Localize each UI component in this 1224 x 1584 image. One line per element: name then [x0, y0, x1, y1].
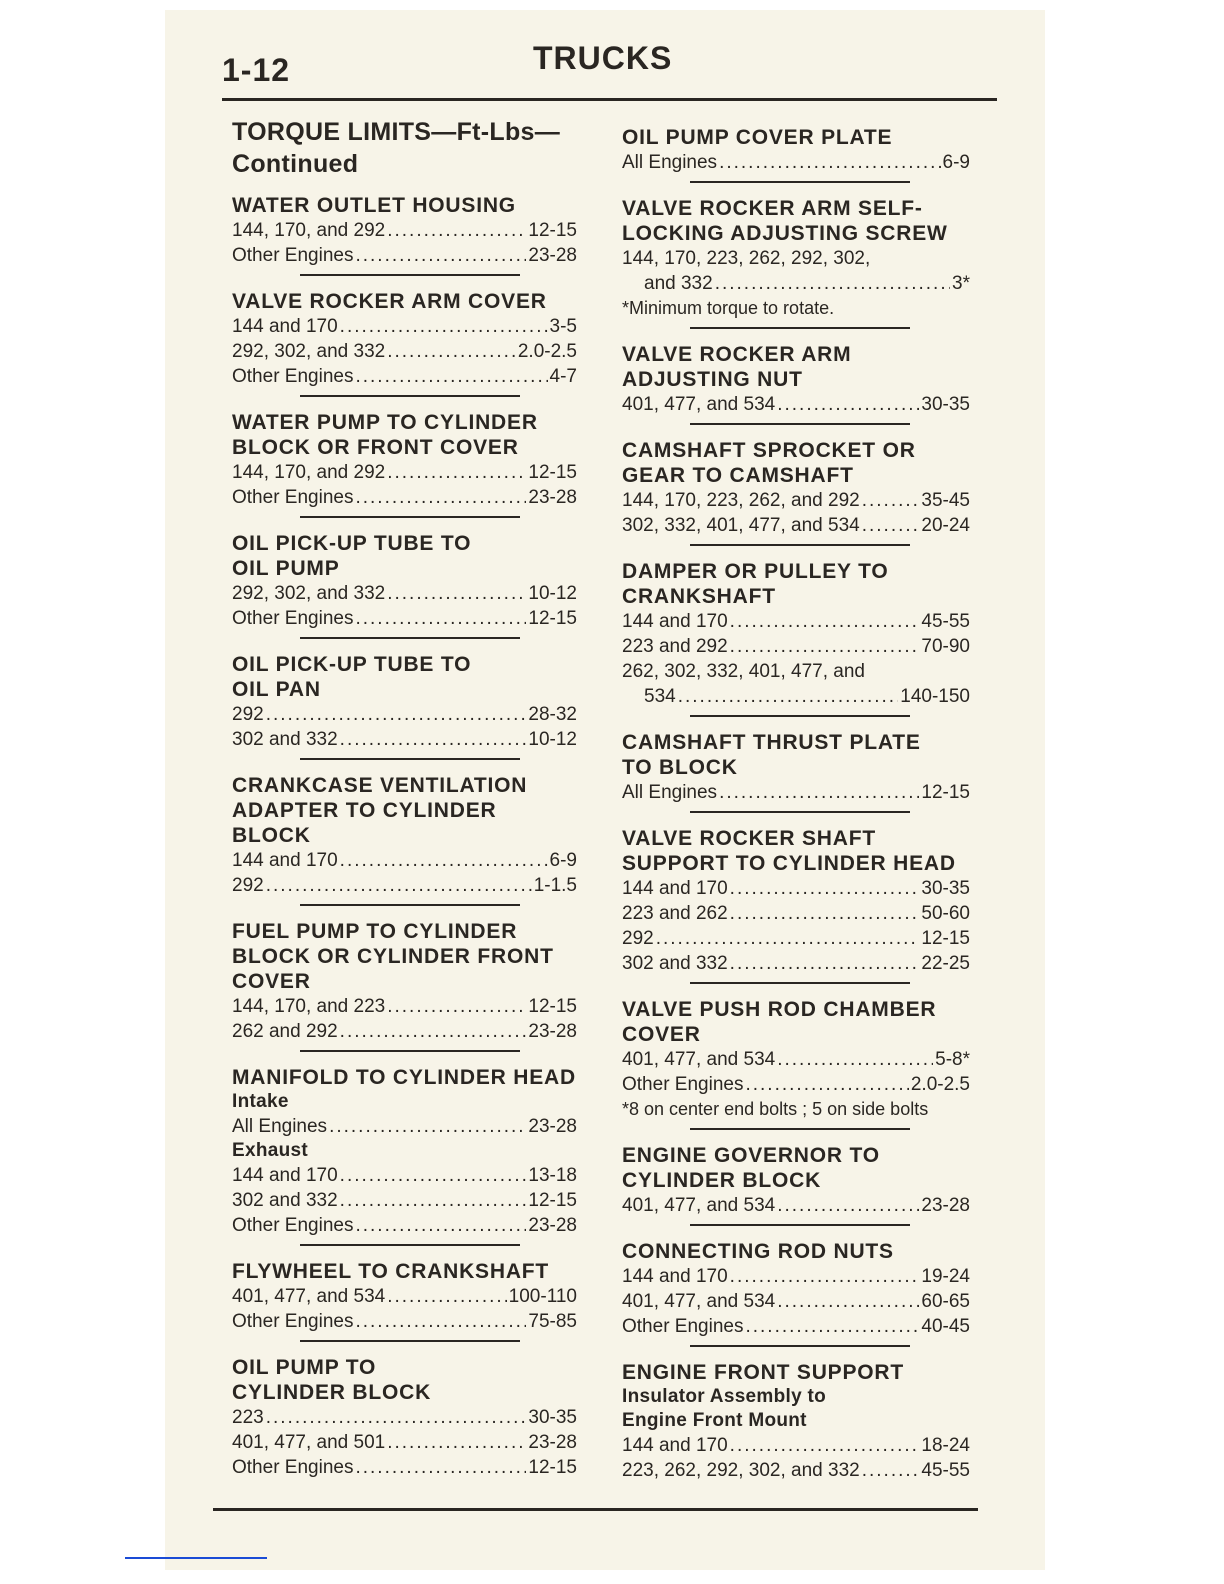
torque-value: 10-12 — [528, 729, 577, 750]
torque-value: 1-1.5 — [533, 875, 577, 896]
leader-dots — [355, 485, 526, 510]
engine-label: 401, 477, and 534 — [622, 1195, 776, 1216]
spec-row — [622, 1193, 970, 1218]
section-separator — [690, 982, 910, 984]
engine-label: 223 and 292 — [622, 636, 728, 657]
leader-dots — [715, 271, 950, 296]
engine-label: Other Engines — [232, 366, 354, 387]
section-separator — [690, 327, 910, 329]
spec-row — [232, 606, 577, 631]
section-separator — [690, 1224, 910, 1226]
spec-section — [622, 826, 970, 984]
leader-dots — [745, 1314, 919, 1339]
torque-value: 30-35 — [921, 394, 970, 415]
engine-label: All Engines — [622, 152, 718, 173]
page-title: TRUCKS — [533, 40, 673, 76]
torque-value: 10-12 — [528, 583, 577, 604]
torque-value: 18-24 — [921, 1435, 970, 1456]
leader-dots — [355, 1309, 526, 1334]
spec-section — [622, 730, 970, 813]
torque-value: 22-25 — [921, 953, 970, 974]
section-title: OIL PICK-UP TUBE TO — [232, 653, 472, 676]
engine-label: Other Engines — [232, 1311, 354, 1332]
spec-row — [232, 460, 577, 485]
engine-label: 144 and 170 — [232, 850, 338, 871]
spec-section — [622, 1239, 970, 1347]
engine-label: Other Engines — [622, 1316, 744, 1337]
section-title: TO BLOCK — [622, 756, 738, 779]
leader-dots — [862, 513, 920, 538]
section-title: LOCKING ADJUSTING SCREW — [622, 222, 948, 245]
torque-value: 3* — [952, 273, 970, 294]
leader-dots — [387, 1284, 506, 1309]
spec-row — [622, 876, 970, 901]
spec-section — [622, 559, 970, 717]
torque-value: 100-110 — [508, 1286, 577, 1307]
engine-label: 401, 477, and 534 — [622, 1049, 776, 1070]
engine-label: 534 — [644, 686, 676, 707]
torque-value: 30-35 — [528, 1407, 577, 1428]
right-sections — [622, 125, 970, 1483]
engine-label: 223 and 262 — [622, 903, 728, 924]
spec-section — [622, 342, 970, 425]
torque-value: 6-9 — [942, 152, 970, 173]
left-sections — [232, 193, 577, 1480]
torque-value: 23-28 — [528, 1215, 577, 1236]
section-separator — [300, 516, 520, 518]
engine-label: 144, 170, and 292 — [232, 220, 386, 241]
leader-dots — [387, 218, 526, 243]
spec-row — [232, 339, 577, 364]
spec-section — [232, 919, 577, 1052]
torque-value: 45-55 — [921, 611, 970, 632]
spec-row — [232, 1163, 577, 1188]
section-title: CAMSHAFT THRUST PLATE — [622, 731, 921, 754]
section-separator — [300, 1244, 520, 1246]
section-separator — [300, 1340, 520, 1342]
section-title: CRANKCASE VENTILATION — [232, 774, 528, 797]
engine-label: 223 — [232, 1407, 264, 1428]
footnote: *Minimum torque to rotate. — [622, 298, 835, 318]
engine-label: 292 — [232, 704, 264, 725]
section-subtitle: Exhaust — [232, 1140, 309, 1161]
section-title: GEAR TO CAMSHAFT — [622, 464, 854, 487]
section-separator — [690, 1345, 910, 1347]
main-title-line: Continued — [232, 150, 359, 178]
engine-label: Other Engines — [232, 1457, 354, 1478]
section-separator — [300, 395, 520, 397]
leader-dots — [730, 876, 920, 901]
spec-row — [232, 1114, 577, 1139]
leader-dots — [730, 901, 920, 926]
engine-label: 292, 302, and 332 — [232, 341, 386, 362]
engine-label: 401, 477, and 501 — [232, 1432, 386, 1453]
spec-row — [622, 684, 970, 709]
torque-value: 12-15 — [921, 928, 970, 949]
section-title: VALVE ROCKER ARM — [622, 343, 852, 366]
engine-label: Other Engines — [232, 1215, 354, 1236]
section-title: CAMSHAFT SPROCKET OR — [622, 439, 916, 462]
engine-label: 302 and 332 — [232, 729, 338, 750]
leader-dots — [340, 314, 548, 339]
section-title: COVER — [232, 970, 311, 993]
spec-row — [622, 1433, 970, 1458]
torque-value: 23-28 — [528, 1116, 577, 1137]
engine-label: 292 — [622, 928, 654, 949]
leader-dots — [730, 1433, 920, 1458]
section-title: ENGINE FRONT SUPPORT — [622, 1361, 905, 1384]
spec-section — [232, 1065, 577, 1246]
engine-label: 144, 170, and 292 — [232, 462, 386, 483]
footer-rule — [213, 1508, 978, 1511]
engine-label: 144 and 170 — [232, 1165, 338, 1186]
leader-dots — [355, 1455, 526, 1480]
leader-dots — [387, 339, 516, 364]
spec-section — [232, 652, 577, 760]
section-title: WATER OUTLET HOUSING — [232, 194, 516, 217]
torque-value: 5-8* — [935, 1049, 970, 1070]
torque-value: 12-15 — [528, 608, 577, 629]
engine-label: 302, 332, 401, 477, and 534 — [622, 515, 860, 536]
spec-row — [232, 848, 577, 873]
leader-dots — [355, 364, 547, 389]
torque-value: 6-9 — [549, 850, 577, 871]
spec-row — [232, 873, 577, 898]
torque-value: 19-24 — [921, 1266, 970, 1287]
spec-row — [232, 1284, 577, 1309]
leader-dots — [355, 243, 526, 268]
spec-row — [232, 702, 577, 727]
spec-row — [232, 727, 577, 752]
spec-section — [622, 196, 970, 329]
spec-row — [232, 994, 577, 1019]
leader-dots — [862, 1458, 920, 1483]
section-title: MANIFOLD TO CYLINDER HEAD — [232, 1066, 576, 1089]
section-separator — [690, 715, 910, 717]
section-title: VALVE ROCKER ARM COVER — [232, 290, 547, 313]
spec-section — [232, 289, 577, 397]
spec-row — [622, 1314, 970, 1339]
engine-label: 302 and 332 — [232, 1190, 338, 1211]
spec-row — [232, 1019, 577, 1044]
torque-value: 12-15 — [528, 220, 577, 241]
section-title: ENGINE GOVERNOR TO — [622, 1144, 880, 1167]
section-title: CRANKSHAFT — [622, 585, 776, 608]
section-separator — [690, 811, 910, 813]
section-title: FUEL PUMP TO CYLINDER — [232, 920, 518, 943]
torque-value: 23-28 — [528, 487, 577, 508]
section-title: VALVE PUSH ROD CHAMBER — [622, 998, 937, 1021]
leader-dots — [777, 1047, 933, 1072]
leader-dots — [340, 1188, 527, 1213]
torque-value: 28-32 — [528, 704, 577, 725]
spec-section — [232, 1259, 577, 1342]
leader-dots — [266, 702, 527, 727]
engine-label: All Engines — [622, 782, 718, 803]
spec-section — [232, 1355, 577, 1480]
section-title: VALVE ROCKER SHAFT — [622, 827, 876, 850]
leader-dots — [340, 1019, 527, 1044]
spec-section — [232, 410, 577, 518]
spec-row — [232, 1405, 577, 1430]
leader-dots — [387, 460, 526, 485]
section-title: SUPPORT TO CYLINDER HEAD — [622, 852, 956, 875]
spec-row — [232, 1188, 577, 1213]
spec-row — [622, 1072, 970, 1097]
engine-label: 144, 170, 223, 262, 292, 302, — [622, 248, 871, 269]
torque-value: 2.0-2.5 — [910, 1074, 970, 1095]
section-separator — [690, 1128, 910, 1130]
engine-label: 262, 302, 332, 401, 477, and — [622, 661, 865, 682]
spec-row — [622, 1458, 970, 1483]
main-title — [232, 116, 577, 180]
leader-dots — [355, 606, 526, 631]
section-separator — [300, 274, 520, 276]
spec-row — [232, 1309, 577, 1334]
spec-row — [622, 1289, 970, 1314]
section-subtitle: Insulator Assembly to — [622, 1386, 827, 1407]
leader-dots — [777, 1193, 919, 1218]
spec-row — [622, 488, 970, 513]
torque-value: 12-15 — [528, 996, 577, 1017]
leader-dots — [719, 150, 940, 175]
leader-dots — [862, 488, 920, 513]
spec-row — [232, 243, 577, 268]
spec-row — [232, 364, 577, 389]
engine-label: 292, 302, and 332 — [232, 583, 386, 604]
spec-section — [622, 125, 970, 183]
spec-section — [232, 773, 577, 906]
torque-value: 23-28 — [921, 1195, 970, 1216]
leader-dots — [387, 1430, 526, 1455]
section-title: OIL PICK-UP TUBE TO — [232, 532, 472, 555]
torque-value: 70-90 — [921, 636, 970, 657]
torque-value: 50-60 — [921, 903, 970, 924]
leader-dots — [730, 634, 920, 659]
leader-dots — [777, 392, 919, 417]
leader-dots — [730, 951, 920, 976]
section-title: CYLINDER BLOCK — [622, 1169, 822, 1192]
spec-row — [622, 271, 970, 296]
torque-value: 20-24 — [921, 515, 970, 536]
section-separator — [690, 423, 910, 425]
leader-dots — [340, 1163, 527, 1188]
section-title: CONNECTING ROD NUTS — [622, 1240, 894, 1263]
spec-row — [622, 1264, 970, 1289]
engine-label: Other Engines — [622, 1074, 744, 1095]
spec-row — [232, 218, 577, 243]
leader-dots — [656, 926, 920, 951]
spec-row — [622, 926, 970, 951]
engine-label: 401, 477, and 534 — [622, 394, 776, 415]
page-number: 1-12 — [222, 52, 291, 88]
section-title: OIL PAN — [232, 678, 321, 701]
engine-label: All Engines — [232, 1116, 328, 1137]
main-title-line: TORQUE LIMITS—Ft-Lbs— — [232, 118, 561, 146]
spec-section — [622, 1143, 970, 1226]
torque-value: 30-35 — [921, 878, 970, 899]
torque-value: 3-5 — [549, 316, 577, 337]
torque-value: 23-28 — [528, 1432, 577, 1453]
engine-label: 144, 170, and 223 — [232, 996, 386, 1017]
spec-row — [622, 150, 970, 175]
section-title: BLOCK OR FRONT COVER — [232, 436, 519, 459]
leader-dots — [266, 1405, 527, 1430]
section-title: VALVE ROCKER ARM SELF- — [622, 197, 923, 220]
section-title: ADAPTER TO CYLINDER BLOCK — [232, 799, 497, 847]
spec-row — [622, 634, 970, 659]
engine-label: Other Engines — [232, 487, 354, 508]
spec-row — [622, 901, 970, 926]
section-title: ADJUSTING NUT — [622, 368, 803, 391]
engine-label: Other Engines — [232, 245, 354, 266]
section-subtitle: Engine Front Mount — [622, 1410, 807, 1431]
section-title: DAMPER OR PULLEY TO — [622, 560, 889, 583]
spec-row — [622, 392, 970, 417]
leader-dots — [266, 873, 532, 898]
spec-section — [622, 1360, 970, 1483]
torque-value: 12-15 — [921, 782, 970, 803]
leader-dots — [387, 581, 526, 606]
leader-dots — [387, 994, 526, 1019]
section-separator — [300, 904, 520, 906]
torque-value: 60-65 — [921, 1291, 970, 1312]
torque-value: 35-45 — [921, 490, 970, 511]
leader-dots — [730, 609, 920, 634]
engine-label: and 332 — [644, 273, 713, 294]
right-column — [622, 112, 970, 1483]
section-separator — [690, 544, 910, 546]
spec-row — [622, 780, 970, 805]
spec-section — [622, 438, 970, 546]
spec-row — [232, 581, 577, 606]
spec-section — [232, 193, 577, 276]
spec-section — [232, 531, 577, 639]
engine-label: 302 and 332 — [622, 953, 728, 974]
torque-value: 13-18 — [528, 1165, 577, 1186]
leader-dots — [777, 1289, 919, 1314]
torque-value: 2.0-2.5 — [517, 341, 577, 362]
torque-value: 4-7 — [549, 366, 577, 387]
engine-label: Other Engines — [232, 608, 354, 629]
spec-section — [622, 997, 970, 1130]
section-title: OIL PUMP TO — [232, 1356, 377, 1379]
section-title: BLOCK OR CYLINDER FRONT — [232, 945, 554, 968]
section-title: WATER PUMP TO CYLINDER — [232, 411, 538, 434]
torque-value: 12-15 — [528, 1457, 577, 1478]
engine-label: 223, 262, 292, 302, and 332 — [622, 1460, 860, 1481]
engine-label: 144 and 170 — [232, 316, 338, 337]
section-separator — [300, 758, 520, 760]
engine-label: 401, 477, and 534 — [232, 1286, 386, 1307]
leader-dots — [355, 1213, 526, 1238]
spec-row — [232, 1213, 577, 1238]
leader-dots — [340, 727, 527, 752]
section-separator — [300, 1050, 520, 1052]
spec-row — [232, 1455, 577, 1480]
leader-dots — [329, 1114, 526, 1139]
engine-label: 144 and 170 — [622, 1266, 728, 1287]
engine-label: 144, 170, 223, 262, and 292 — [622, 490, 860, 511]
torque-value: 140-150 — [900, 686, 970, 707]
section-subtitle: Intake — [232, 1091, 289, 1112]
engine-label: 144 and 170 — [622, 878, 728, 899]
spec-row — [232, 314, 577, 339]
engine-label: 144 and 170 — [622, 1435, 728, 1456]
spec-row — [232, 485, 577, 510]
section-title: CYLINDER BLOCK — [232, 1381, 432, 1404]
header-rule — [222, 98, 997, 101]
spec-row — [622, 513, 970, 538]
section-title: OIL PUMP — [232, 557, 340, 580]
section-title: COVER — [622, 1023, 701, 1046]
link-underline — [125, 1557, 267, 1559]
section-title: OIL PUMP COVER PLATE — [622, 126, 893, 149]
section-separator — [690, 181, 910, 183]
spec-row — [622, 609, 970, 634]
spec-row — [622, 1047, 970, 1072]
leader-dots — [678, 684, 899, 709]
torque-value: 75-85 — [528, 1311, 577, 1332]
engine-label: 292 — [232, 875, 264, 896]
torque-value: 23-28 — [528, 1021, 577, 1042]
torque-value: 45-55 — [921, 1460, 970, 1481]
left-column — [232, 112, 577, 1480]
section-title: FLYWHEEL TO CRANKSHAFT — [232, 1260, 550, 1283]
torque-value: 40-45 — [921, 1316, 970, 1337]
engine-label: 144 and 170 — [622, 611, 728, 632]
torque-value: 12-15 — [528, 462, 577, 483]
spec-row — [622, 951, 970, 976]
footnote: *8 on center end bolts ; 5 on side bolts — [622, 1099, 929, 1119]
spec-row — [232, 1430, 577, 1455]
leader-dots — [719, 780, 919, 805]
engine-label: 262 and 292 — [232, 1021, 338, 1042]
section-separator — [300, 637, 520, 639]
torque-value: 23-28 — [528, 245, 577, 266]
leader-dots — [730, 1264, 920, 1289]
engine-label: 401, 477, and 534 — [622, 1291, 776, 1312]
torque-value: 12-15 — [528, 1190, 577, 1211]
leader-dots — [745, 1072, 908, 1097]
leader-dots — [340, 848, 548, 873]
